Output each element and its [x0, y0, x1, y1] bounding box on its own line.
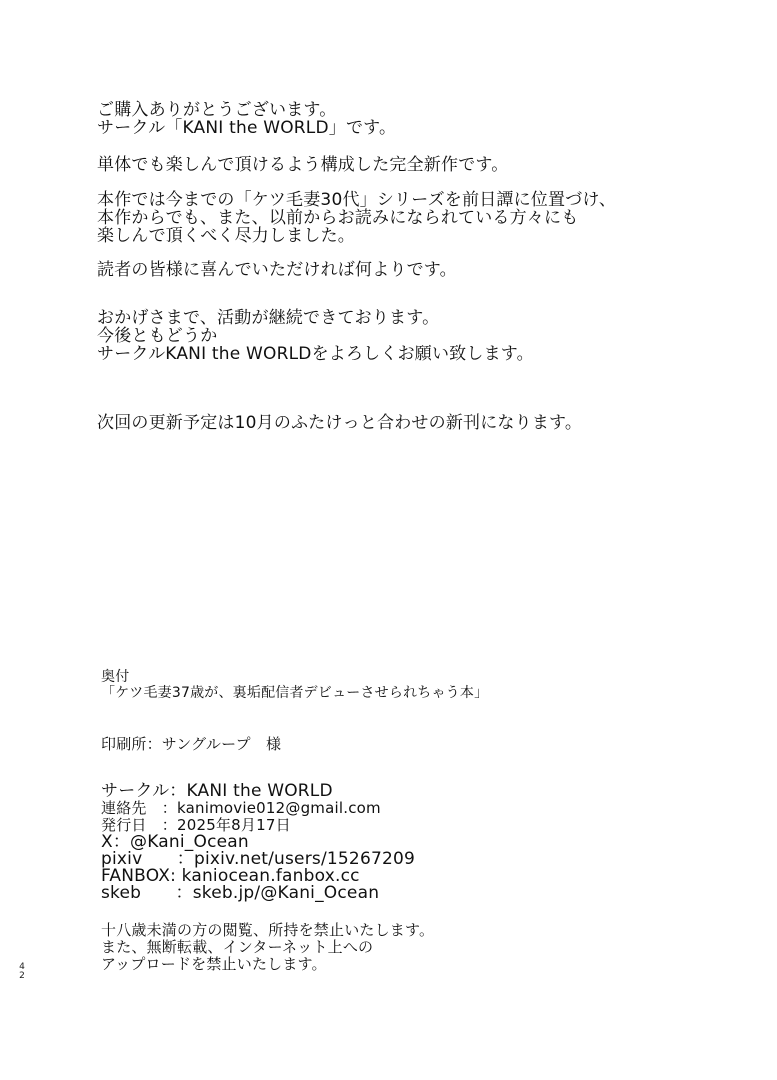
thanks-line-1: おかげさまで、活動が継続できております。 [97, 308, 440, 328]
wish-block [97, 261, 457, 279]
printer-block [101, 736, 281, 753]
wish-line-1: 読者の皆様に喜んでいただければ何よりです。 [97, 260, 457, 280]
intro-line-1: 単体でも楽しんで頂けるよう構成した完全新作です。 [97, 155, 509, 175]
page-number [17, 963, 27, 981]
fanbox-line: FANBOX: kaniocean.fanbox.cc [101, 866, 360, 886]
series-line-1: 本作では今までの「ケツ毛妻30代」シリーズを前日譚に位置づけ、 [97, 190, 617, 210]
page-number-digit-1: 4 [19, 962, 25, 972]
page-number-digit-2: 2 [19, 971, 25, 981]
greeting-line-1: ご購入ありがとうございます。 [97, 100, 337, 120]
thanks-block [97, 309, 534, 363]
colophon-heading: 奥付 [101, 669, 130, 685]
series-line-3: 楽しんで頂くべく尽力しました。 [97, 226, 355, 246]
pixiv-line: pixiv ：pixiv.net/users/15267209 [101, 849, 416, 869]
notice-line-1: 十八歳未満の方の閲覧、所持を禁止いたします。 [101, 921, 435, 939]
circle-info-block [101, 783, 415, 902]
thanks-line-2: 今後ともどうか [97, 326, 218, 346]
intro-block [97, 156, 508, 174]
series-block [97, 191, 616, 245]
published-line: 発行日 ：2025年8月17日 [101, 816, 291, 834]
contact-line: 連絡先 ：kanimovie012@gmail.com [101, 799, 381, 817]
greeting-block [97, 101, 396, 137]
notice-line-2: また、無断転載、インターネット上への [101, 938, 374, 956]
colophon [101, 669, 488, 701]
thanks-line-3: サークルKANI the WORLDをよろしくお願い致します。 [97, 344, 534, 364]
greeting-line-2: サークル「KANI the WORLD」です。 [97, 118, 397, 138]
next-release-line: 次回の更新予定は10月のふたけっと合わせの新刊になります。 [97, 413, 583, 433]
x-account-line: X：@Kani_Ocean [101, 832, 249, 852]
notice-line-3: アップロードを禁止いたします。 [101, 955, 327, 973]
book-title: 「ケツ毛妻37歳が、裏垢配信者デビューさせられちゃう本」 [101, 685, 489, 701]
notice-block [101, 922, 434, 973]
circle-line: サークル：KANI the WORLD [101, 781, 333, 801]
skeb-line: skeb ：skeb.jp/@Kani_Ocean [101, 883, 380, 903]
series-line-2: 本作からでも、また、以前からお読みになられている方々にも [97, 208, 579, 228]
next-release-block [97, 414, 582, 432]
printer-line: 印刷所：サングループ 様 [101, 735, 282, 753]
